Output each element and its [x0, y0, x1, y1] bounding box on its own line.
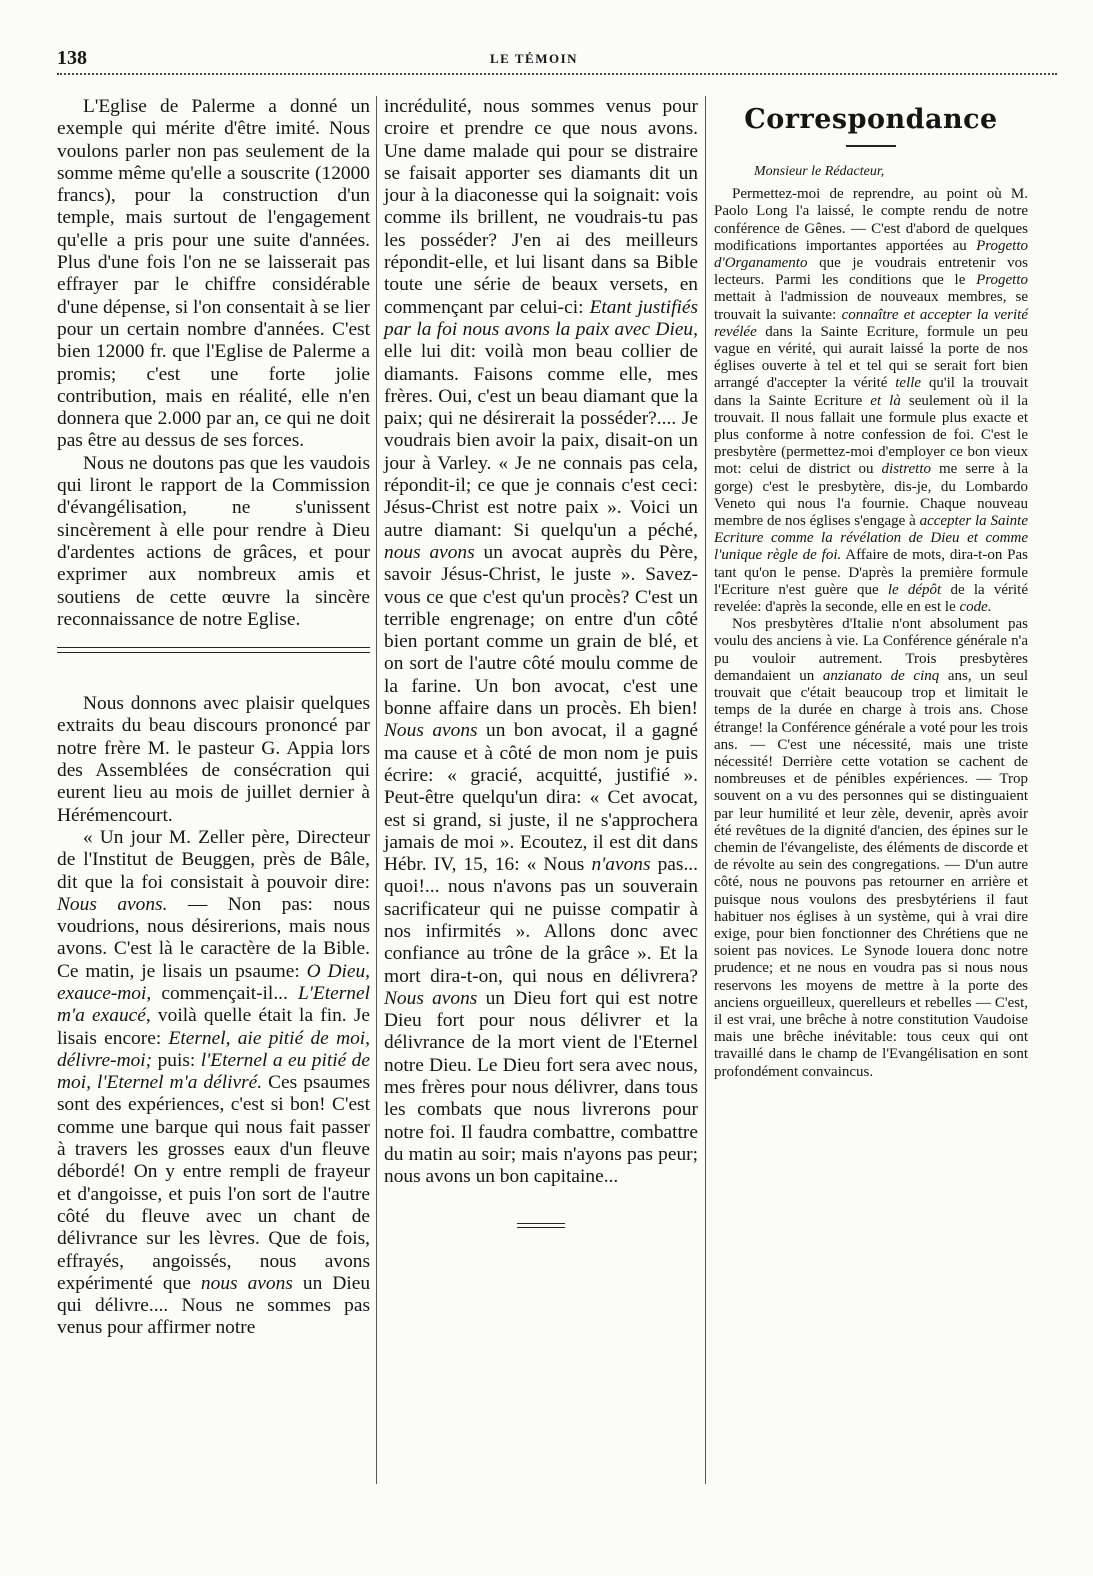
letter-paragraph: Permettez-moi de reprendre, au point où M. Paolo Long l'a laissé, le compte rendu de notre conférence de Gênes. — C'est d'abord de quelques modifications importantes apportées au Progetto d'Organamento que je voudrais entretenir vos lecteurs. Parmi les conditions que le Progetto mettait à l'admission de nouveaux membres, se trouvait la suivante: connaître et accepter la verité revélée dans la Sainte Ecriture, formule un peu vague en vérité, qui aurait laissé la porte de nos églises ouverte à tel et tel qui se serait fort bien arrangé d'accepter la vérité telle qu'il la trouvait dans la Sainte Ecriture et là seulement où il la trouvait. Il nous fallait une formule plus exacte et plus conforme à notre confession de foi. C'est le presbytère (permettez-moi d'employer ce bon vieux mot: celui de district ou distretto me serre à la gorge) c'est le presbytère, dis-je, du Lombardo Veneto qui nous l'a fournie. Chaque nouveau membre de nos églises s'engage à accepter la Sainte Ecriture comme la révélation de Dieu et comme l'unique règle de foi. Affaire de mots, dira-t-on Pas tant qu'on le pense. D'après la première formule l'Ecriture n'est guère que le dépôt de la vérité revelée: d'après la seconde, elle en est le code.	[714, 186, 1028, 616]
letter-paragraph: Nos presbytères d'Italie n'ont absolument pas voulu des anciens à vie. La Conférence générale n'a pu vouloir autrement. Trois presbytères demandaient un anzianato de cinq ans, un seul trouvait que c'était beaucoup trop et limitait le temps de la durée en charge à trois ans. Chose étrange! la Conférence générale a voté pour les trois ans. — C'est une nécessité, mais une triste nécessité! Derrière cette votation se cachent de nombreuses et de pénibles expériences. — Trop souvent on a vu des personnes qui se distinguaient par leur humilité et leur zèle, devenir, après avoir été revêtues de la dignité d'ancien, des épines sur le chemin de l'évangeliste, des éléments de discorde et de révolte au sein des congregations. — D'un autre côté, nous ne pouvons pas retourner en arrière et puisque nous voulons des presbytériens il faut habituer nos églises à un système, qui à vrai dire exige, pour bien fonctionner des Chrétiens que ne soient pas novices. Le Synode louera donc notre prudence; et ne nous en voudra pas si nous nous reservons les moyens de mettre à la porte des anciens orgueilleux, querelleurs et rebelles — C'est, il est vrai, une brêche à notre constitution Vaudoise mais une brêche inévitable: tous ceux qui ont travaillé dans le champ de l'Evangélisation en sont profondément convaincus.	[714, 616, 1028, 1080]
quote-paragraph: « Un jour M. Zeller père, Directeur de l'Institut de Beuggen, près de Bâle, dit que la foi consistait à pouvoir dire: Nous avons. — Non pas: nous voudrions, nous désirerions, mais nous avons. C'est là le caractère de la Bible. Ce matin, je lisais un psaume: O Dieu, exauce-moi, commençait-il... L'Eternel m'a exaucé, voilà quelle était la fin. Je lisais encore: Eternel, aie pitié de moi, délivre-moi; puis: l'Eternel a eu pitié de moi, l'Eternel m'a délivré. Ces psaumes sont des expériences, c'est si bon! C'est comme une barque qui nous fait passer à travers les grosses eaux d'un fleuve débordé! On y entre rempli de frayeur et d'angoisse, et puis l'on sort de l'autre côté du fleuve avec un chant de délivrance sur les lèvres. Que de fois, effrayés, angoissés, nous avons expérimenté que nous avons un Dieu qui délivre.... Nous ne sommes pas venus pour affirmer notre	[57, 826, 371, 1339]
column-left	[57, 96, 370, 1340]
article-paragraph: Nous donnons avec plaisir quelques extraits du beau discours prononcé par notre frère M. le pasteur G. Appia lors des Assemblées de consécration qui eurent lieu au mois de juillet dernier à Hérémencourt.	[57, 693, 370, 826]
section-heading: Correspondance	[744, 104, 998, 135]
salutation: Monsieur le Rédacteur,	[754, 164, 885, 179]
end-mark	[517, 1223, 565, 1228]
article-paragraph: Nous ne doutons pas que les vaudois qui liront le rapport de la Commission d'évangélisation, ne s'unissent sincèrement à elle pour rendre à Dieu d'ardentes actions de grâces, et pour exprimer aux nombreux amis et soutiens de cette œuvre la sincère reconnaissance de notre Eglise.	[57, 452, 370, 630]
page-header	[0, 0, 1093, 80]
quote-continuation: incrédulité, nous sommes venus pour croire et prendre ce que nous avons. Une dame malade qui pour se distraire se faisait apporter ses diamants dit un jour à la diaconesse qui la soignait: vois comme ils brillent, ne voudrais-tu pas les posséder? J'en ai des meilleurs répondit-elle, et lui lisant dans sa Bible toute une série de beaux versets, en commençant par celui-ci: Etant justifiés par la foi nous avons la paix avec Dieu, elle lui dit: voilà mon beau collier de diamants. Faisons comme elle, mes frères. Oui, c'est un beau diamant que la paix; qui ne désirerait la posséder?.... Je voudrais bien avoir la paix, disait-on un jour à Varley. « Je ne connais pas cela, répondit-il; ce que je connais c'est ceci: Jésus-Christ est notre paix ». Voici un autre diamant: Si quelqu'un a péché, nous avons un avocat auprès du Père, savoir Jésus-Christ, le juste ». Savez-vous ce que c'est qu'un procès? C'est un terrible engrenage; on entre d'un côté bien portant comme un grain de blé, et on sort de l'autre côté moulu comme de la farine. Un bon avocat, c'est une bonne affaire dans un procès. Eh bien! Nous avons un bon avocat, il a gagné ma cause et à côté de mon nom je puis écrire: « gracié, acquitté, justifié ». Peut-être quelqu'un dira: « Cet avocat, est si grand, si juste, il ne s'approchera jamais de moi ». Ecoutez, il est dit dans Hébr. IV, 15, 16: « Nous n'avons pas... quoi!... nous n'avons pas un souverain sacrificateur qui ne puisse compatir à nos infirmités ». Allons donc avec confiance au trône de la grâce ». Et la mort dira-t-on, qui nous en délivrera? Nous avons un Dieu fort qui est notre Dieu fort pour nous délivrer et la délivrance de la mort vient de l'Eternel notre Dieu. Le Dieu fort sera avec nous, mes frères pour nous délivrer, dans tous les combats que nous livrerons pour notre foi. Il faudra combattre, combattre du matin au soir; mais n'ayons pas peur; nous avons un bon capitaine...	[384, 96, 699, 1188]
column-divider-1	[376, 96, 377, 1484]
page-number: 138	[57, 47, 87, 69]
heading-rule	[846, 145, 896, 147]
column-divider-2	[705, 96, 706, 1484]
column-right	[714, 96, 1028, 1081]
journal-title: LE TÉMOIN	[490, 51, 579, 66]
section-separator	[57, 647, 370, 653]
article-paragraph: L'Eglise de Palerme a donné un exemple qui mérite d'être imité. Nous voulons parler non pas seulement de la somme même qu'elle a souscrite (12000 francs), pour la construction d'un temple, mais surtout de l'engagement qu'elle a pris pour une suite d'années. Plus d'une fois l'on ne se laisserait pas effrayer par le chiffre considérable d'une dépense, si l'on consentait à se lier pour un certain nombre d'années. C'est bien 12000 fr. que l'Eglise de Palerme a promis; c'est une forte jolie contribution, mais en réalité, elle n'en donnera que 2.000 par an, ce qui ne doit pas être au dessus de ses forces.	[57, 96, 370, 452]
column-middle	[384, 96, 698, 1228]
header-rule	[57, 73, 1057, 75]
